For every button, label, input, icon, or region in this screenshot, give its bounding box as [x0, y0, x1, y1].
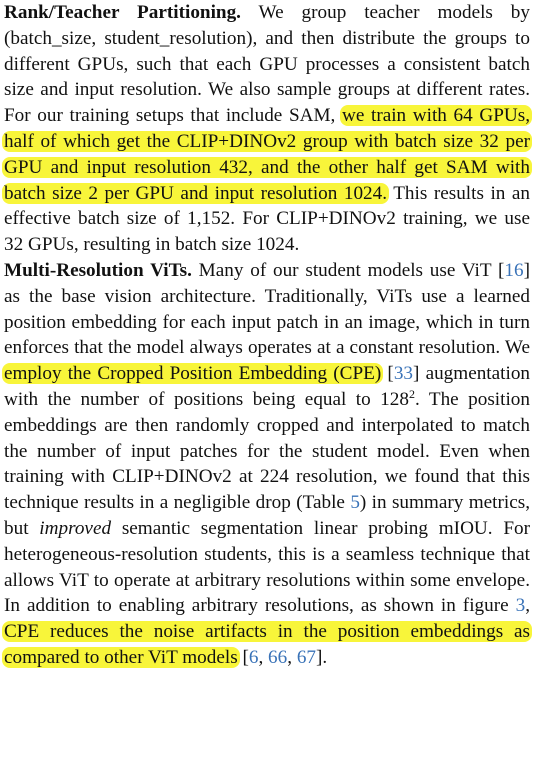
- citation-link[interactable]: 33: [393, 363, 414, 385]
- paragraph-text: semantic segmentation linear probing mIOU. For heterogeneous-resolution students, this is a seamless technique that allows ViT to operate at arbitrary resolutions within some envelope. In addition to enabling arbitrary resolutions, as shown in figure: [4, 517, 530, 617]
- paragraph-text: . The position embeddings are then randomly cropped and interpolated to match the number of input patches for the student model. Even when training with CLIP+DINOv2 at 224 resolution, we found that this technique results in a negligible drop (Table: [4, 388, 530, 514]
- paragraph-text: ].: [316, 646, 328, 668]
- paragraph-text: We group teacher models by (batch_size, student_resolution), and then distribute the groups to different GPUs, such that each GPU processes a consistent batch size and input resolution. We also sample groups at different rates. For our training setups that include SAM,: [4, 2, 530, 127]
- italic-emphasis: improved: [39, 517, 112, 539]
- paragraph-text: ] as the base vision architecture. Traditionally, ViTs use a learned position embedding for each input patch in an image, which in turn enforces that the model always operates at a constant resolution. We: [4, 259, 530, 359]
- paragraph-multi-resolution-vits: [4, 258, 530, 671]
- paragraph-text: ] augmentation with the number of positions being equal to 128: [4, 363, 531, 410]
- highlighted-text: CPE reduces the noise artifacts in the position embeddings as compared to other ViT models: [4, 621, 530, 668]
- paragraph-text: This results in an effective batch size of 1,152. For CLIP+DINOv2 training, we use 32 GPUs, resulting in batch size 1024.: [4, 182, 530, 256]
- paragraph-text: [: [381, 363, 394, 385]
- superscript: 2: [408, 386, 415, 401]
- paragraph-text: Many of our student models use ViT [: [191, 259, 505, 281]
- citation-link[interactable]: 6: [248, 646, 259, 668]
- figure-reference-link[interactable]: 3: [515, 595, 526, 617]
- citation-link[interactable]: 67: [296, 646, 317, 668]
- citation-separator: ,: [287, 646, 297, 668]
- table-reference-link[interactable]: 5: [350, 492, 360, 514]
- highlighted-text: employ the Cropped Position Embedding (CPE): [4, 363, 382, 385]
- highlighted-text: we train with 64 GPUs, half of which get the CLIP+DINOv2 group with batch size 32 per GPU and input resolution 432, and the other half get SAM with batch size 2 per GPU and input resolution 1024.: [4, 105, 531, 204]
- citation-link[interactable]: 16: [504, 259, 524, 281]
- paragraph-text: ) in summary metrics, but: [4, 492, 530, 539]
- citation-separator: ,: [258, 646, 269, 668]
- paragraph-text: [: [237, 646, 249, 668]
- citation-link[interactable]: 66: [268, 646, 288, 668]
- section-heading-multi-resolution: Multi-Resolution ViTs.: [4, 259, 192, 281]
- paragraph-rank-teacher-partitioning: [4, 0, 530, 258]
- paragraph-text: ,: [525, 595, 530, 617]
- section-heading-rank-teacher: Rank/Teacher Partitioning.: [4, 2, 241, 23]
